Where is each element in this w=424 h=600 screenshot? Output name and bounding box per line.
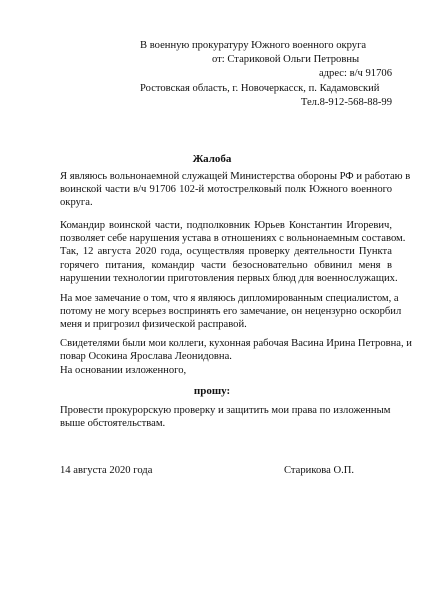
text-line: позволяет себе нарушения устава в отношениях с вольнонаемным составом. [60,233,406,245]
text-line: Свидетелями были мои коллеги, кухонная рабочая Васина Ирина Петровна, и [60,338,412,349]
text-line: Командир воинской части, подполковник Юрьев Константин Игоревич, [60,220,392,231]
text-line: выше обстоятельствам. [60,418,166,430]
sender-address: адрес: в/ч 91706 [318,68,392,80]
text-line: повар Осокина Ярослава Леонидовна. [60,351,232,363]
addressee-block [140,39,392,110]
paragraph-6 [60,404,392,430]
paragraph-5 [60,364,392,377]
text-line: округа. [60,197,93,209]
text-line: На мое замечание о том, что я являюсь дипломированным специалистом, а [60,293,399,304]
paragraph-4 [60,337,412,363]
text-line: воинской части в/ч 91706 102-й мотострелковый полк Южного военного [60,184,392,196]
text-line: Провести прокурорскую проверку и защитить мои права по изложенным [60,405,391,416]
text-line: На основании изложенного, [60,365,187,376]
sender-phone: Тел.8-912-568-88-99 [300,96,392,108]
request-heading: прошу: [193,385,231,397]
sender-name: от: Стариковой Ольги Петровны [212,54,360,66]
text-line: Я являюсь вольнонаемной служащей Министерства обороны РФ и работаю в [60,171,411,182]
text-line: горячего питания, командир части безосновательно обвинил меня в [60,259,392,271]
document-date: 14 августа 2020 года [60,465,153,476]
paragraph-3 [60,292,402,332]
addressee-line: В военную прокуратуру Южного военного округа [140,40,367,51]
signature-name: Старикова О.П. [284,465,355,476]
sender-region: Ростовская область, г. Новочеркасск, п. Кадамовский [140,82,380,94]
text-line: нарушении технологии приготовления первых блюд для военнослужащих. [60,272,398,284]
text-line: потому не могу всерьез воспринять его замечание, он нецензурно оскорбил [60,306,402,318]
paragraph-2 [60,219,406,285]
paragraph-1 [60,170,411,210]
text-line: Так, 12 августа 2020 года, осуществляя проверку деятельности Пункта [60,246,392,258]
text-line: меня и пригрозил физической расправой. [60,319,247,331]
document-title: Жалоба [192,153,232,165]
